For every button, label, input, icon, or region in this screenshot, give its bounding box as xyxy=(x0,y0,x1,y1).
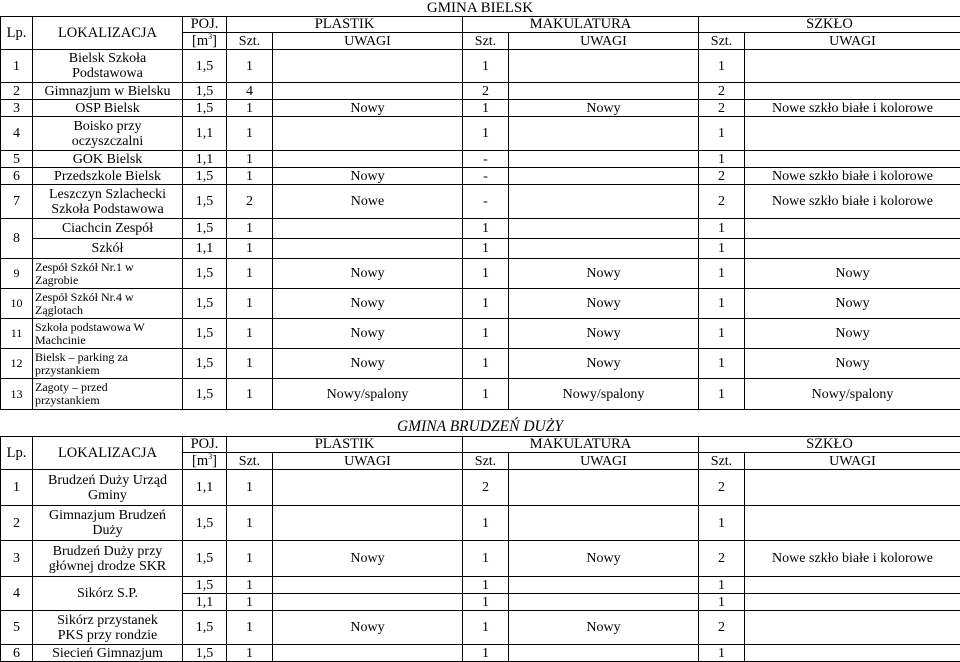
makulatura-count: 1 xyxy=(463,541,509,577)
makulatura-count: 1 xyxy=(463,289,509,319)
szklo-note xyxy=(745,239,960,259)
szklo-count: 1 xyxy=(699,319,745,349)
lp-cell: 11 xyxy=(1,319,33,349)
lp-cell: 12 xyxy=(1,349,33,379)
location-cell: Bielsk – parking za przystankiem xyxy=(33,349,183,379)
bielsk-table xyxy=(0,16,960,410)
makulatura-count: 1 xyxy=(463,349,509,379)
plastik-note xyxy=(273,577,463,594)
szklo-count: 1 xyxy=(699,219,745,239)
table-row xyxy=(1,506,960,541)
makulatura-count: 1 xyxy=(463,239,509,259)
makulatura-note xyxy=(509,219,699,239)
location-cell: Zagoty – przed przystankiem xyxy=(33,379,183,410)
plastik-note: Nowy xyxy=(273,319,463,349)
makulatura-note xyxy=(509,168,699,185)
poj-cell: 1,1 xyxy=(183,117,227,151)
szklo-count: 1 xyxy=(699,50,745,83)
table-row xyxy=(1,319,960,349)
szklo-note: Nowy xyxy=(745,289,960,319)
poj-cell: 1,5 xyxy=(183,506,227,541)
gmina-brudzen-title: GMINA BRUDZEŃ DUŻY xyxy=(0,418,960,436)
szklo-count: 2 xyxy=(699,185,745,219)
szklo-note: Nowe szkło białe i kolorowe xyxy=(745,100,960,117)
poj-cell: 1,5 xyxy=(183,611,227,645)
location-cell: Zespół Szkół Nr.1 w Zagrobie xyxy=(33,259,183,289)
location-cell: Bielsk Szkoła Podstawowa xyxy=(33,50,183,83)
makulatura-szt-header: Szt. xyxy=(463,453,509,470)
poj-cell: 1,5 xyxy=(183,219,227,239)
table-row xyxy=(1,151,960,168)
location-cell: Sikórz S.P. xyxy=(33,577,183,611)
plastik-note xyxy=(273,219,463,239)
poj-header: POJ. xyxy=(183,437,227,453)
makulatura-note xyxy=(509,83,699,100)
szklo-note xyxy=(745,50,960,83)
plastik-count: 1 xyxy=(227,577,273,594)
plastik-note xyxy=(273,594,463,611)
plastik-count: 1 xyxy=(227,349,273,379)
szklo-note: Nowy/spalony xyxy=(745,379,960,410)
szklo-note xyxy=(745,577,960,594)
table-row xyxy=(1,349,960,379)
szklo-count: 1 xyxy=(699,289,745,319)
location-cell: Gimnazjum w Bielsku xyxy=(33,83,183,100)
table-row xyxy=(1,577,960,594)
makulatura-count: - xyxy=(463,185,509,219)
table-row xyxy=(1,289,960,319)
szklo-count: 1 xyxy=(699,506,745,541)
szklo-note: Nowy xyxy=(745,259,960,289)
lp-cell: 13 xyxy=(1,379,33,410)
plastik-note: Nowy xyxy=(273,259,463,289)
szklo-note xyxy=(745,219,960,239)
poj-cell: 1,5 xyxy=(183,541,227,577)
makulatura-note xyxy=(509,506,699,541)
location-cell: Gimnazjum Brudzeń Duży xyxy=(33,506,183,541)
plastik-uwagi-header: UWAGI xyxy=(273,453,463,470)
lp-cell: 7 xyxy=(1,185,33,219)
makulatura-note: Nowy xyxy=(509,541,699,577)
location-cell: Szkoła podstawowa W Machcinie xyxy=(33,319,183,349)
lp-cell: 3 xyxy=(1,100,33,117)
plastik-szt-header: Szt. xyxy=(227,453,273,470)
plastik-count: 1 xyxy=(227,168,273,185)
plastik-header: PLASTIK xyxy=(227,437,463,453)
poj-cell: 1,5 xyxy=(183,168,227,185)
szklo-count: 1 xyxy=(699,151,745,168)
plastik-note xyxy=(273,645,463,662)
table-row xyxy=(1,541,960,577)
poj-cell: 1,5 xyxy=(183,259,227,289)
plastik-note xyxy=(273,83,463,100)
szklo-count: 1 xyxy=(699,379,745,410)
makulatura-note: Nowy xyxy=(509,611,699,645)
makulatura-count: 1 xyxy=(463,577,509,594)
plastik-note: Nowy xyxy=(273,541,463,577)
table-row xyxy=(1,83,960,100)
location-cell: Szkół xyxy=(33,239,183,259)
plastik-count: 1 xyxy=(227,219,273,239)
makulatura-header: MAKULATURA xyxy=(463,17,699,33)
plastik-note: Nowy xyxy=(273,611,463,645)
table-row xyxy=(1,611,960,645)
szklo-szt-header: Szt. xyxy=(699,33,745,50)
makulatura-count: 1 xyxy=(463,506,509,541)
table-row xyxy=(1,100,960,117)
szklo-count: 1 xyxy=(699,645,745,662)
poj-cell: 1,1 xyxy=(183,594,227,611)
plastik-count: 1 xyxy=(227,594,273,611)
szklo-count: 1 xyxy=(699,239,745,259)
plastik-note xyxy=(273,239,463,259)
makulatura-note xyxy=(509,645,699,662)
plastik-count: 1 xyxy=(227,506,273,541)
location-cell: Brudzeń Duży przy głównej drodze SKR xyxy=(33,541,183,577)
poj-cell: 1,1 xyxy=(183,151,227,168)
makulatura-uwagi-header: UWAGI xyxy=(509,453,699,470)
szklo-note xyxy=(745,470,960,506)
poj-cell: 1,5 xyxy=(183,83,227,100)
poj-cell: 1,5 xyxy=(183,577,227,594)
szklo-count: 2 xyxy=(699,541,745,577)
brudzen-table xyxy=(0,436,960,662)
header-row-1 xyxy=(1,17,960,33)
szklo-count: 2 xyxy=(699,470,745,506)
poj-cell: 1,5 xyxy=(183,379,227,410)
szklo-count: 2 xyxy=(699,83,745,100)
szklo-note xyxy=(745,594,960,611)
plastik-count: 1 xyxy=(227,117,273,151)
poj-cell: 1,5 xyxy=(183,100,227,117)
table-row xyxy=(1,645,960,662)
makulatura-uwagi-header: UWAGI xyxy=(509,33,699,50)
plastik-count: 1 xyxy=(227,100,273,117)
makulatura-note xyxy=(509,117,699,151)
makulatura-header: MAKULATURA xyxy=(463,437,699,453)
plastik-header: PLASTIK xyxy=(227,17,463,33)
header-row-1 xyxy=(1,437,960,453)
makulatura-note: Nowy xyxy=(509,259,699,289)
table-row xyxy=(1,239,960,259)
table-row xyxy=(1,185,960,219)
szklo-count: 1 xyxy=(699,349,745,379)
lp-cell: 8 xyxy=(1,219,33,259)
makulatura-count: 1 xyxy=(463,594,509,611)
makulatura-count: 2 xyxy=(463,470,509,506)
makulatura-note xyxy=(509,239,699,259)
makulatura-count: 1 xyxy=(463,219,509,239)
lokalizacja-header: LOKALIZACJA xyxy=(33,437,183,470)
szklo-note xyxy=(745,117,960,151)
szklo-count: 1 xyxy=(699,594,745,611)
lp-cell: 5 xyxy=(1,151,33,168)
szklo-note xyxy=(745,611,960,645)
poj-cell: 1,5 xyxy=(183,319,227,349)
makulatura-count: 2 xyxy=(463,83,509,100)
plastik-count: 2 xyxy=(227,185,273,219)
szklo-note: Nowy xyxy=(745,349,960,379)
makulatura-note xyxy=(509,594,699,611)
poj-cell: 1,5 xyxy=(183,645,227,662)
makulatura-note: Nowy xyxy=(509,289,699,319)
plastik-szt-header: Szt. xyxy=(227,33,273,50)
table-row xyxy=(1,470,960,506)
table-row xyxy=(1,219,960,239)
lp-cell: 2 xyxy=(1,506,33,541)
plastik-note: Nowy/spalony xyxy=(273,379,463,410)
makulatura-note xyxy=(509,151,699,168)
plastik-note xyxy=(273,506,463,541)
location-cell: Brudzeń Duży Urząd Gminy xyxy=(33,470,183,506)
table-row xyxy=(1,168,960,185)
makulatura-note: Nowy/spalony xyxy=(509,379,699,410)
szklo-uwagi-header: UWAGI xyxy=(745,33,960,50)
poj-cell: 1,5 xyxy=(183,349,227,379)
makulatura-note: Nowy xyxy=(509,319,699,349)
lp-cell: 4 xyxy=(1,577,33,611)
plastik-count: 1 xyxy=(227,319,273,349)
plastik-note: Nowy xyxy=(273,168,463,185)
szklo-count: 1 xyxy=(699,259,745,289)
location-cell: Ciachcin Zespół xyxy=(33,219,183,239)
szklo-count: 2 xyxy=(699,100,745,117)
gmina-bielsk-title: GMINA BIELSK xyxy=(0,0,960,16)
plastik-count: 1 xyxy=(227,379,273,410)
lp-cell: 6 xyxy=(1,645,33,662)
lp-cell: 1 xyxy=(1,50,33,83)
szklo-header: SZKŁO xyxy=(699,17,960,33)
makulatura-count: 1 xyxy=(463,611,509,645)
location-cell: Sikórz przystanek PKS przy rondzie xyxy=(33,611,183,645)
lp-header: Lp. xyxy=(1,437,33,470)
makulatura-count: 1 xyxy=(463,117,509,151)
lp-header: Lp. xyxy=(1,17,33,50)
szklo-count: 2 xyxy=(699,611,745,645)
plastik-count: 1 xyxy=(227,645,273,662)
plastik-count: 1 xyxy=(227,151,273,168)
szklo-count: 2 xyxy=(699,168,745,185)
lp-cell: 5 xyxy=(1,611,33,645)
table-row xyxy=(1,259,960,289)
plastik-note: Nowe xyxy=(273,185,463,219)
lp-cell: 9 xyxy=(1,259,33,289)
lp-cell: 2 xyxy=(1,83,33,100)
location-cell: OSP Bielsk xyxy=(33,100,183,117)
poj-unit: $[m^3]$ xyxy=(183,33,227,50)
szklo-note: Nowe szkło białe i kolorowe xyxy=(745,541,960,577)
plastik-uwagi-header: UWAGI xyxy=(273,33,463,50)
plastik-count: 1 xyxy=(227,259,273,289)
plastik-note: Nowy xyxy=(273,349,463,379)
makulatura-count: - xyxy=(463,151,509,168)
szklo-count: 1 xyxy=(699,117,745,151)
location-cell: Przedszkole Bielsk xyxy=(33,168,183,185)
location-cell: Siecień Gimnazjum xyxy=(33,645,183,662)
plastik-note xyxy=(273,50,463,83)
szklo-note: Nowy xyxy=(745,319,960,349)
makulatura-count: 1 xyxy=(463,100,509,117)
lp-cell: 4 xyxy=(1,117,33,151)
plastik-note xyxy=(273,470,463,506)
poj-cell: 1,5 xyxy=(183,185,227,219)
szklo-note xyxy=(745,83,960,100)
table-row xyxy=(1,117,960,151)
poj-cell: 1,5 xyxy=(183,50,227,83)
makulatura-count: 1 xyxy=(463,319,509,349)
plastik-count: 1 xyxy=(227,541,273,577)
location-cell: Boisko przy oczyszczalni xyxy=(33,117,183,151)
makulatura-note: Nowy xyxy=(509,100,699,117)
makulatura-note xyxy=(509,577,699,594)
szklo-szt-header: Szt. xyxy=(699,453,745,470)
makulatura-count: 1 xyxy=(463,259,509,289)
poj-header: POJ. xyxy=(183,17,227,33)
szklo-count: 1 xyxy=(699,577,745,594)
szklo-note: Nowe szkło białe i kolorowe xyxy=(745,185,960,219)
plastik-note: Nowy xyxy=(273,289,463,319)
szklo-note xyxy=(745,645,960,662)
table-row xyxy=(1,379,960,410)
makulatura-note xyxy=(509,470,699,506)
makulatura-note xyxy=(509,185,699,219)
location-cell: Leszczyn Szlachecki Szkoła Podstawowa xyxy=(33,185,183,219)
plastik-count: 1 xyxy=(227,289,273,319)
location-cell: GOK Bielsk xyxy=(33,151,183,168)
makulatura-count: 1 xyxy=(463,50,509,83)
poj-cell: 1,5 xyxy=(183,289,227,319)
location-cell: Zespół Szkół Nr.4 w Ząglotach xyxy=(33,289,183,319)
plastik-count: 1 xyxy=(227,239,273,259)
lokalizacja-header: LOKALIZACJA xyxy=(33,17,183,50)
plastik-count: 1 xyxy=(227,470,273,506)
plastik-count: 1 xyxy=(227,611,273,645)
szklo-uwagi-header: UWAGI xyxy=(745,453,960,470)
makulatura-count: 1 xyxy=(463,645,509,662)
makulatura-szt-header: Szt. xyxy=(463,33,509,50)
poj-unit: $[m^3]$ xyxy=(183,453,227,470)
lp-cell: 1 xyxy=(1,470,33,506)
makulatura-count: - xyxy=(463,168,509,185)
szklo-note xyxy=(745,151,960,168)
plastik-count: 4 xyxy=(227,83,273,100)
poj-cell: 1,1 xyxy=(183,470,227,506)
plastik-note: Nowy xyxy=(273,100,463,117)
poj-cell: 1,1 xyxy=(183,239,227,259)
plastik-note xyxy=(273,151,463,168)
szklo-header: SZKŁO xyxy=(699,437,960,453)
lp-cell: 10 xyxy=(1,289,33,319)
makulatura-count: 1 xyxy=(463,379,509,410)
plastik-note xyxy=(273,117,463,151)
lp-cell: 3 xyxy=(1,541,33,577)
szklo-note xyxy=(745,506,960,541)
szklo-note: Nowe szkło białe i kolorowe xyxy=(745,168,960,185)
table-row xyxy=(1,50,960,83)
plastik-count: 1 xyxy=(227,50,273,83)
makulatura-note: Nowy xyxy=(509,349,699,379)
lp-cell: 6 xyxy=(1,168,33,185)
makulatura-note xyxy=(509,50,699,83)
